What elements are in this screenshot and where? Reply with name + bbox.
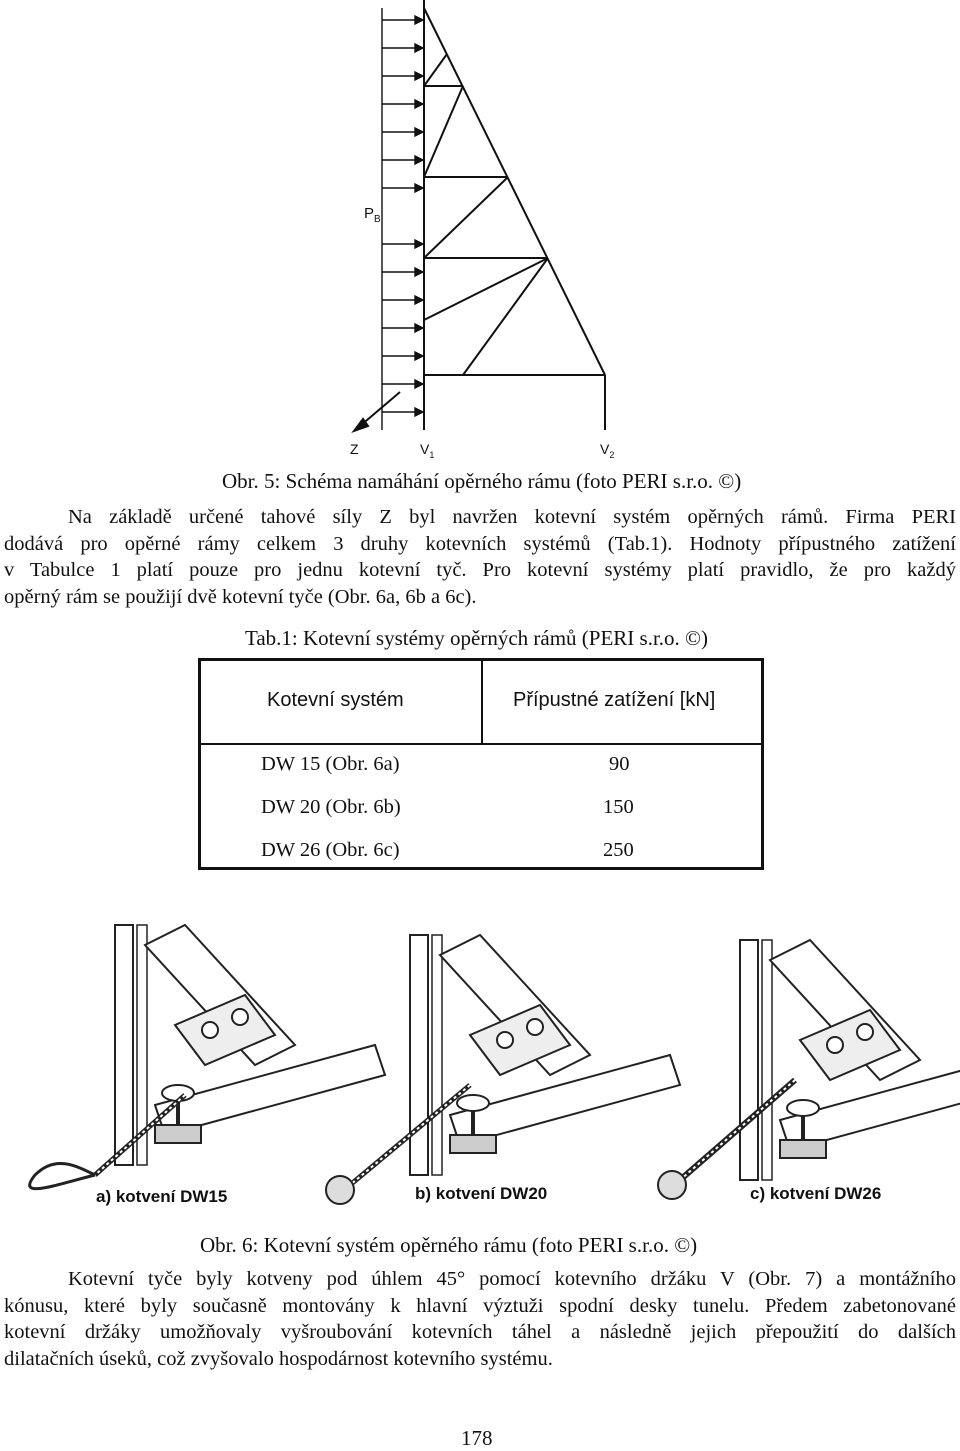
paragraph-2-line: kotevní držáky umožňovaly vyšroubování kotevních táhel a následně jejich přepoužití do dalších <box>4 1321 956 1343</box>
table-cell-load: 90 <box>609 753 630 775</box>
load-arrowhead <box>415 296 423 304</box>
table1-caption: Tab.1: Kotevní systémy opěrných rámů (PERI s.r.o. ©) <box>245 626 708 650</box>
paragraph-1 <box>4 504 956 610</box>
load-arrowhead <box>415 72 423 80</box>
load-arrowhead <box>415 380 423 388</box>
load-arrowhead <box>415 100 423 108</box>
load-arrowhead <box>415 268 423 276</box>
photo-label-dw20: b) kotvení DW20 <box>415 1184 548 1203</box>
load-arrowhead <box>415 44 423 52</box>
table-cell-load: 250 <box>603 839 634 861</box>
load-arrowhead <box>415 324 423 332</box>
paragraph-2-line: dilatačních úseků, což zvyšovalo hospodárnost kotevního systému. <box>4 1347 553 1370</box>
figure6-caption: Obr. 6: Kotevní systém opěrného rámu (foto PERI s.r.o. ©) <box>200 1233 698 1257</box>
table-cell-system: DW 20 (Obr. 6b) <box>261 796 401 818</box>
paragraph-1-line: opěrný rám se použijí dvě kotevní tyče (Obr. 6a, 6b a 6c). <box>4 585 477 608</box>
load-arrowhead <box>415 16 423 24</box>
photo-label-dw26: c) kotvení DW26 <box>750 1184 882 1203</box>
table-cell-load: 150 <box>603 796 634 818</box>
paragraph-1-line: dodává pro opěrné rámy celkem 3 druhy kotevních systémů (Tab.1). Hodnoty přípustného zatížení <box>4 532 956 555</box>
v2-label: $V_2$ <box>600 441 615 460</box>
paragraph-1-line: Na základě určené tahové síly Z byl navržen kotevní systém opěrných rámů. Firma PERI <box>68 506 956 528</box>
table-divider <box>201 743 761 745</box>
v1-label: $V_1$ <box>420 441 435 460</box>
table-header-load: Přípustné zatížení [kN] <box>513 689 716 711</box>
table-divider <box>481 661 483 745</box>
paragraph-2-line: Kotevní tyče byly kotveny pod úhlem 45° pomocí kotevního držáku V (Obr. 7) a montážního <box>68 1268 956 1290</box>
load-arrowhead <box>415 184 423 192</box>
figure5-caption: Obr. 5: Schéma namáhání opěrného rámu (foto PERI s.r.o. ©) <box>222 469 742 493</box>
z-label: Z <box>350 441 359 457</box>
photo-label-dw15: a) kotvení DW15 <box>96 1187 228 1206</box>
anchor-photos <box>0 920 960 1210</box>
paragraph-2 <box>4 1266 956 1372</box>
paragraph-1-line: v Tabulce 1 platí pouze pro jednu kotevní tyč. Pro kotevní systémy platí pravidlo, že pro každý <box>4 559 956 581</box>
load-arrowhead <box>415 156 423 164</box>
table-cell-system: DW 15 (Obr. 6a) <box>261 753 400 775</box>
table-header-system: Kotevní systém <box>267 689 404 711</box>
load-arrowhead <box>415 352 423 360</box>
frame-load-diagram <box>330 0 640 462</box>
table-cell-system: DW 26 (Obr. 6c) <box>261 839 400 861</box>
paragraph-2-line: kónusu, které byly současně montovány k hlavní výztuži spodní desky tunelu. Předem zabetonované <box>4 1294 956 1317</box>
load-arrowhead <box>415 408 423 416</box>
page-number: 178 <box>461 1426 493 1450</box>
pb-label: $P_B$ <box>364 205 381 225</box>
load-arrowhead <box>415 240 423 248</box>
load-arrowhead <box>415 128 423 136</box>
anchor-systems-table <box>198 658 764 870</box>
